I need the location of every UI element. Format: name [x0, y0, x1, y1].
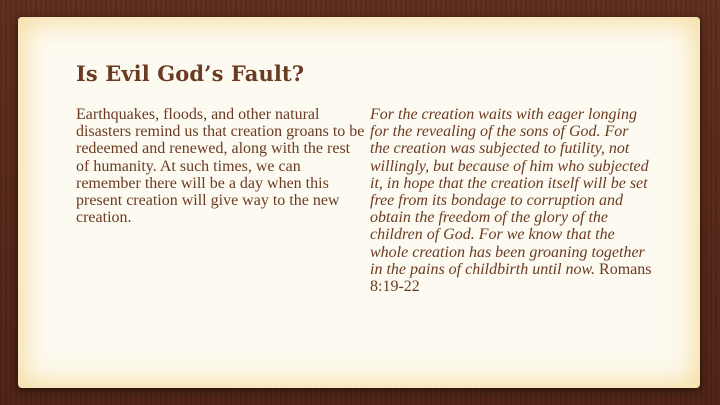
body-paragraph: Earthquakes, floods, and other natural disasters remind us that creation groans to be redeemed and renewed, along with the rest of humanity. At such times, we can remember there will be a day when this present creation will give way to the new creation. [76, 106, 365, 227]
slide-card [18, 17, 700, 388]
quote-reference: Romans 8:19-22 [370, 260, 652, 296]
quote-text: For the creation waits with eager longing for the revealing of the sons of God. For the creation was subjected to futility, not willingly, but because of him who subjected it, in hope that the creation itself will be set free from its bondage to corruption and obtain the freedom of the glory of the children of God. For we know that the whole creation has been groaning together in the pains of childbirth until now. [370, 106, 649, 278]
slide-title: Is Evil God’s Fault? [76, 61, 305, 86]
scripture-quote [370, 106, 652, 295]
